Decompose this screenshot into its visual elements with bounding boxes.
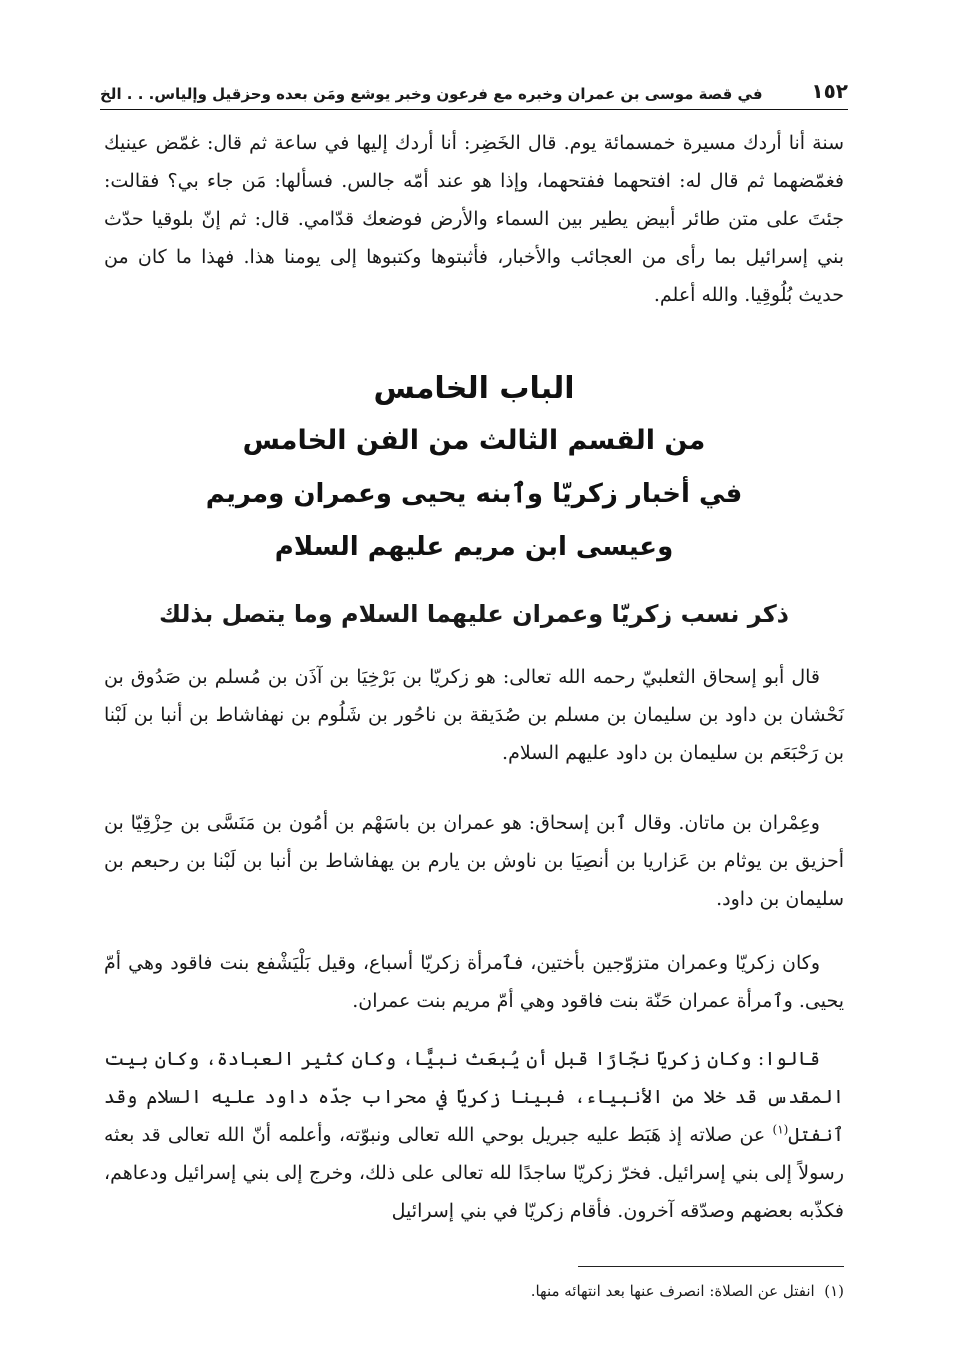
subject-title-line-1: في أخبار زكريّا وٱبنه يحيى وعمران ومريم — [205, 479, 743, 509]
paragraph-prophethood — [104, 1040, 844, 1230]
chapter-title-block — [104, 364, 844, 574]
footnote-marker: (١) — [824, 1282, 844, 1300]
page-header — [100, 70, 848, 110]
footnote — [104, 1276, 844, 1306]
section-heading: ذكر نسب زكريّا وعمران عليهما السلام وما يتصل بذلك — [159, 600, 789, 628]
paragraph-lineage-zakariya — [104, 658, 844, 772]
paragraph-text-part-2: عن صلاته إذ هَبَط عليه جبريل بوحي الله تعالى ونبوّته، وأعلمه أنّ الله تعالى قد بعثه رسولاً إلى بني إسرائيل. فخرّ زكريّا ساجدًا لله تعالى على ذلك، وخرج إلى بني إسرائيل ودعاهم، فكذّبه بعضهم وصدّقه آخرون. فأقام زكريّا في بني إسرائيل — [104, 1124, 844, 1222]
paragraph-wives — [104, 944, 844, 1020]
paragraph-continuation — [104, 124, 844, 314]
footnote-text: انفتل عن الصلاة: انصرف عنها بعد انتهائه منها. — [530, 1282, 815, 1300]
paragraph-text: وعِمْران بن ماتان. وقال ٱبن إسحاق: هو عمران بن باسَهْم بن أمُون بن مَنَسَّى بن حِزْقِيّا بن أحزيق بن يوثام بن عَزاريا بن أنصِيَا بن ناوش بن يارم بن يهفاشاط بن أنبا بن لَبْنا بن رحبعم بن سليمان بن داود. — [104, 812, 844, 910]
chapter-title: الباب الخامس — [373, 371, 575, 406]
footnote-reference[interactable]: (١) — [772, 1122, 789, 1137]
subject-title-line-2: وعيسى ابن مريم عليهم السلام — [274, 532, 674, 562]
page-number: ١٥٢ — [811, 79, 848, 103]
paragraph-text: سنة أنا أردك مسيرة خمسمائة يوم. قال الخَضِر: أنا أردك إليها في ساعة ثم قال: غمّض عينيك فغمّضهما ثم قال له: افتحهما ففتحهما، وإذا هو عند أمّه جالس. فسألها: مَن جاء بي؟ فقالت: جئتَ على متن طائر أبيض يطير بين السماء والأرض فوضعك قدّامي. قال: ثم إنّ بلوقيا حدّث بني إسرائيل بما رأى من العجائب والأخبار، فأثبتوها وكتبوها إلى يومنا هذا. فهذا ما كان من حديث بُلُوقِيا. والله أعلم. — [104, 132, 845, 306]
footnote-divider — [578, 1266, 844, 1267]
running-title: في قصة موسى بن عمران وخبره مع فرعون وخبر يوشع ومَن بعده وحزقيل وإلياس. . . الخ — [100, 85, 763, 103]
paragraph-text: قال أبو إسحاق الثعلبيّ رحمه الله تعالى: هو زكريّا بن بَرْخِيَا بن آذَن بن مُسلم بن صَدُوق بن نَحْشان بن داود بن سليمان بن مسلم بن صُدَيقة بن ناحُور بن شَلُوم بن نهفاشاط بن أنبا بن لَبْنا بن رَحْبَعَم بن سليمان بن داود عليهم السلام. — [104, 666, 844, 764]
paragraph-lineage-imran — [104, 804, 844, 918]
paragraph-text: وكان زكريّا وعمران متزوّجين بأختين، فٱمرأة زكريّا أسباع، وقيل بَلْيَشْفع بنت فاقود وهي أمّ يحيى. وٱمرأة عمران حَنّة بنت فاقود وهي أمّ مريم بنت عمران. — [104, 952, 844, 1012]
paragraph-text — [104, 1040, 844, 1230]
section-title: من القسم الثالث من الفن الخامس — [242, 425, 706, 456]
paragraph-text-part-1: قالوا: وكان زكريّا نجّارًا قبل أن يُبعَث نبيًّا، وكان كثير العبادة، وكان بيت المقدس قد خلا من الأنبياء، فبينا زكريّا في محراب جدّه داود عليه السلام وقد ٱنفتل — [104, 1048, 844, 1146]
